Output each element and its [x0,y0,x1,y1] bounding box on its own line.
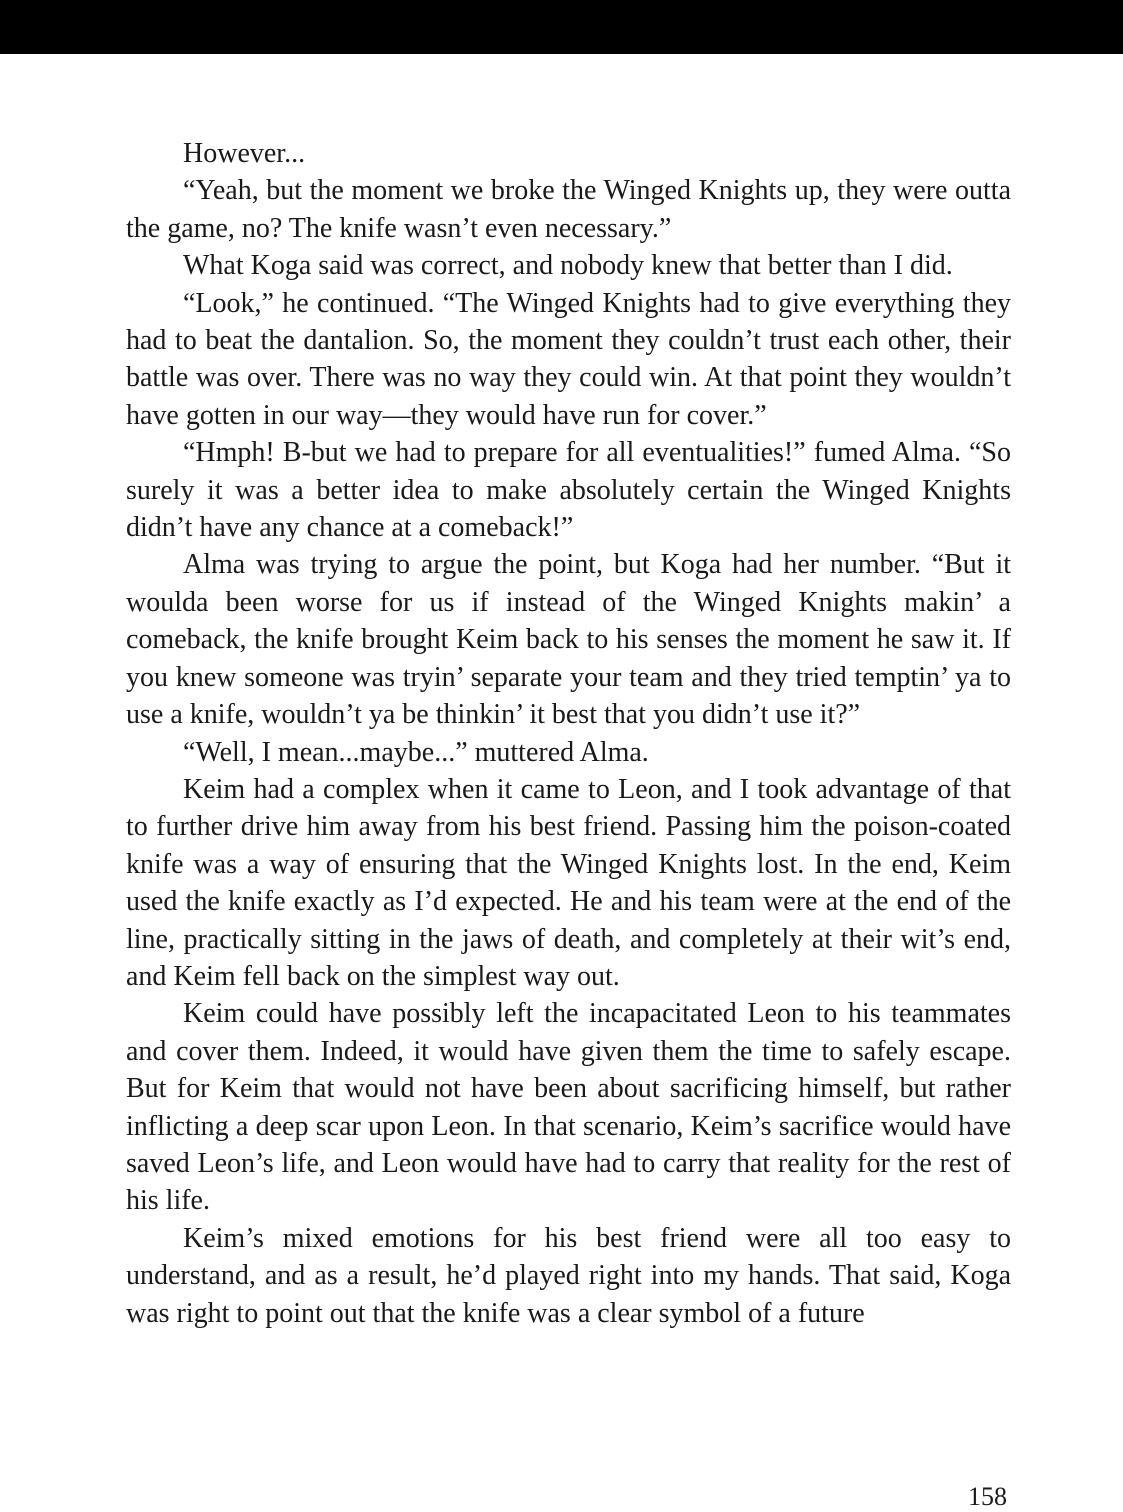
page-number: 158 [968,1482,1007,1511]
top-scan-border [0,0,1123,54]
paragraph-5: “Hmph! B-but we had to prepare for all eventualities!” fumed Alma. “So surely it was a better idea to make absolutely certain the Winged Knights didn’t have any chance at a comeback!” [126,437,1011,544]
paragraph-1: However... [183,138,306,169]
paragraph-8: Keim had a complex when it came to Leon, and I took advantage of that to further drive him away from his best friend. Passing him the poison-coated knife was a way of ensuring that the Winged Knights lost. In the end, Keim used the knife exactly as I’d expected. He and his team were at the end of the line, practically sitting in the jaws of death, and completely at their wit’s end, and Keim fell back on the simplest way out. [126,773,1011,992]
paragraph-7: “Well, I mean...maybe...” muttered Alma. [183,736,649,768]
paragraph-9: Keim could have possibly left the incapacitated Leon to his teammates and cover them. Indeed, it would have given them the time to safely escape. But for Keim that would not have been about sacrificing himself, but rather inflicting a deep scar upon Leon. In that scenario, Keim’s sacrifice would have saved Leon’s life, and Leon would have had to carry that reality for the rest of his life. [126,998,1011,1217]
paragraph-2: “Yeah, but the moment we broke the Winged Knights up, they were outta the game, no? The knife wasn’t even necessary.” [126,175,1011,244]
paragraph-3: What Koga said was correct, and nobody knew that better than I did. [183,250,953,282]
paragraph-6: Alma was trying to argue the point, but Koga had her number. “But it woulda been worse for us if instead of the Winged Knights makin’ a comeback, the knife brought Keim back to his senses the moment he saw it. If you knew someone was tryin’ separate your team and they tried temptin’ ya to use a knife, wouldn’t ya be thinkin’ it best that you didn’t use it?” [126,549,1011,731]
paragraph-4: “Look,” he continued. “The Winged Knights had to give everything they had to beat the dantalion. So, the moment they couldn’t trust each other, their battle was over. There was no way they could win. At that point they wouldn’t have gotten in our way—they would have run for cover.” [126,287,1011,431]
paragraph-10: Keim’s mixed emotions for his best friend were all too easy to understand, and as a result, he’d played right into my hands. That said, Koga was right to point out that the knife was a clear symbol of a future [126,1222,1011,1329]
page-body [126,135,1011,1332]
